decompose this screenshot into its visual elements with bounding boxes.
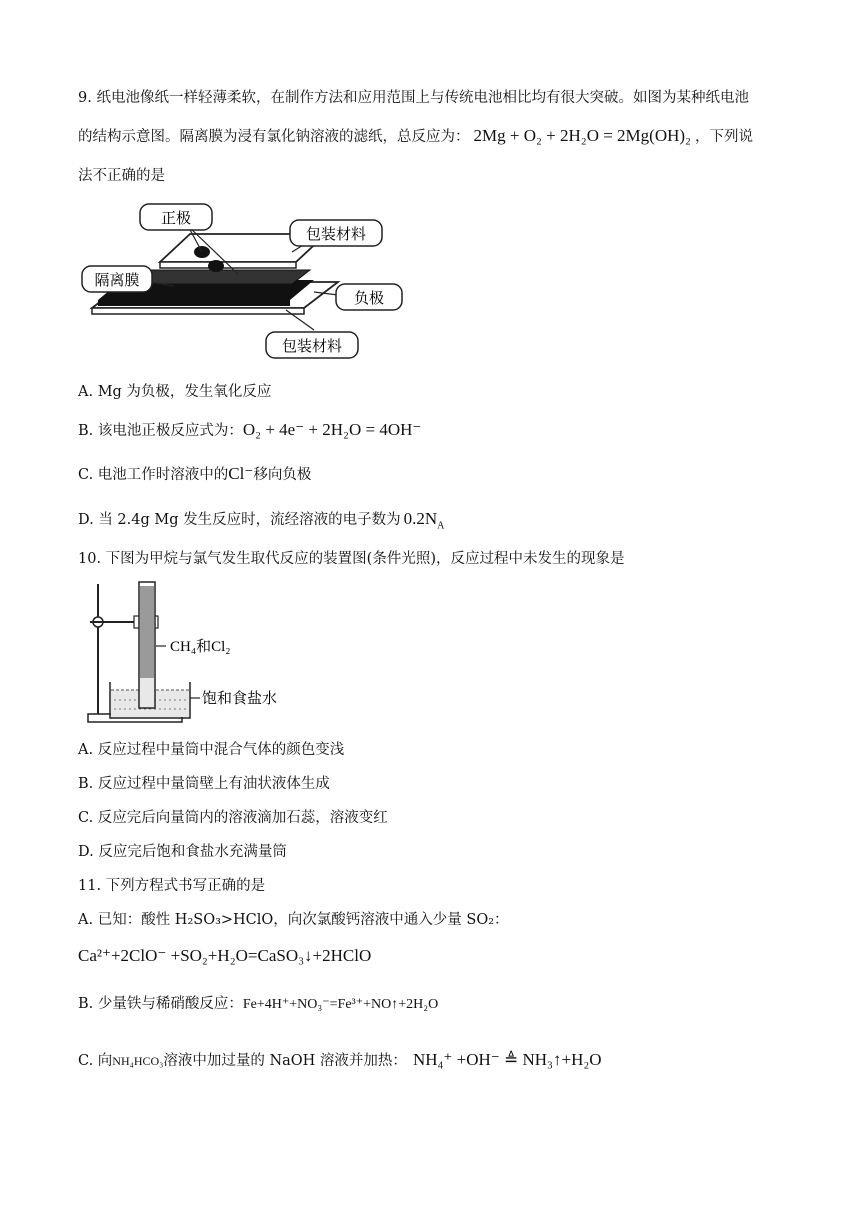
- q10-option-d: D. 反应完后饱和食盐水充满量筒: [78, 844, 287, 860]
- q11-option-c-text-2: 溶液中加过量的 NaOH 溶液并加热：: [163, 1053, 407, 1069]
- q9-option-d-text: D. 当 2.4g Mg 发生反应时，流经溶液的电子数为: [78, 512, 401, 528]
- q9-option-c-text: C. 电池工作时溶液中的: [78, 467, 229, 483]
- q9-total-equation: 2Mg + O₂ + 2H₂O = 2Mg(OH)₂: [473, 126, 691, 145]
- q9-option-c: [78, 464, 311, 485]
- q11-option-b: [78, 994, 438, 1015]
- q9-stem-line-1: 9. 纸电池像纸一样轻薄柔软，在制作方法和应用范围上与传统电池相比均有很大突破。如图为某种纸电池: [78, 90, 749, 106]
- label-package-top: 包装材料: [305, 225, 367, 243]
- q11-stem: 11. 下列方程式书写正确的是: [78, 878, 266, 894]
- q11-option-c-formula: NH₄HCO₃: [112, 1054, 164, 1068]
- q9-option-a: A. Mg 为负极，发生氧化反应: [78, 384, 272, 400]
- q9-stem-line-2: [78, 126, 753, 147]
- label-separator: 隔离膜: [94, 271, 140, 289]
- q9-option-c-tail: 移向负极: [253, 467, 312, 483]
- q10-option-b: B. 反应过程中量筒壁上有油状液体生成: [78, 776, 330, 792]
- q9-stem-tail: ，下列说: [694, 129, 753, 145]
- label-package-bottom: 包装材料: [281, 337, 343, 355]
- q11-option-b-equation: Fe+4H⁺+NO₃⁻=Fe³⁺+NO↑+2H₂O: [242, 997, 439, 1012]
- q11-option-a-text: A. 已知：酸性 H₂SO₃>HClO，向次氯酸钙溶液中通入少量 SO₂：: [78, 912, 509, 928]
- q11-option-c-equation: NH₄⁺ +OH⁻ ≜ NH₃↑+H₂O: [412, 1050, 602, 1069]
- q11-option-b-text: B. 少量铁与稀硝酸反应：: [78, 996, 243, 1012]
- q9-option-b: [78, 420, 421, 441]
- positive-electrode-dot: [208, 260, 224, 272]
- q11-option-c-text: C. 向: [78, 1053, 113, 1069]
- q10-option-a: A. 反应过程中量筒中混合气体的颜色变浅: [78, 742, 345, 758]
- q11-option-a-equation: Ca²⁺+2ClO⁻ +SO₂+H₂O=CaSO₃↓+2HClO: [78, 946, 372, 965]
- label-saturated-brine: 饱和食盐水: [202, 689, 278, 707]
- q9-option-b-equation: O₂ + 4e⁻ + 2H₂O = 4OH⁻: [242, 420, 422, 439]
- methane-chlorination-apparatus: [84, 578, 304, 728]
- paper-battery-diagram: [78, 196, 418, 366]
- q9-option-d: [78, 509, 444, 536]
- label-gas-mixture: CH₄和Cl₂: [170, 639, 231, 655]
- q9-stem-line-3: 法不正确的是: [78, 168, 165, 184]
- q9-option-d-value: $0.2N_A$: [403, 509, 445, 532]
- q9-option-b-text: B. 该电池正极反应式为：: [78, 423, 243, 439]
- q10-option-c: C. 反应完后向量筒内的溶液滴加石蕊，溶液变红: [78, 810, 388, 826]
- q9-stem-text: 的结构示意图。隔离膜为浸有氯化钠溶液的滤纸，总反应为：: [78, 129, 470, 145]
- q11-option-c: [78, 1050, 602, 1071]
- gas-mixture: [140, 586, 154, 678]
- q10-stem: 10. 下图为甲烷与氯气发生取代反应的装置图(条件光照)，反应过程中未发生的现象是: [78, 551, 625, 567]
- label-negative: 负极: [353, 289, 385, 307]
- q9-option-c-ion: Cl⁻: [228, 464, 254, 483]
- label-positive: 正极: [160, 209, 192, 227]
